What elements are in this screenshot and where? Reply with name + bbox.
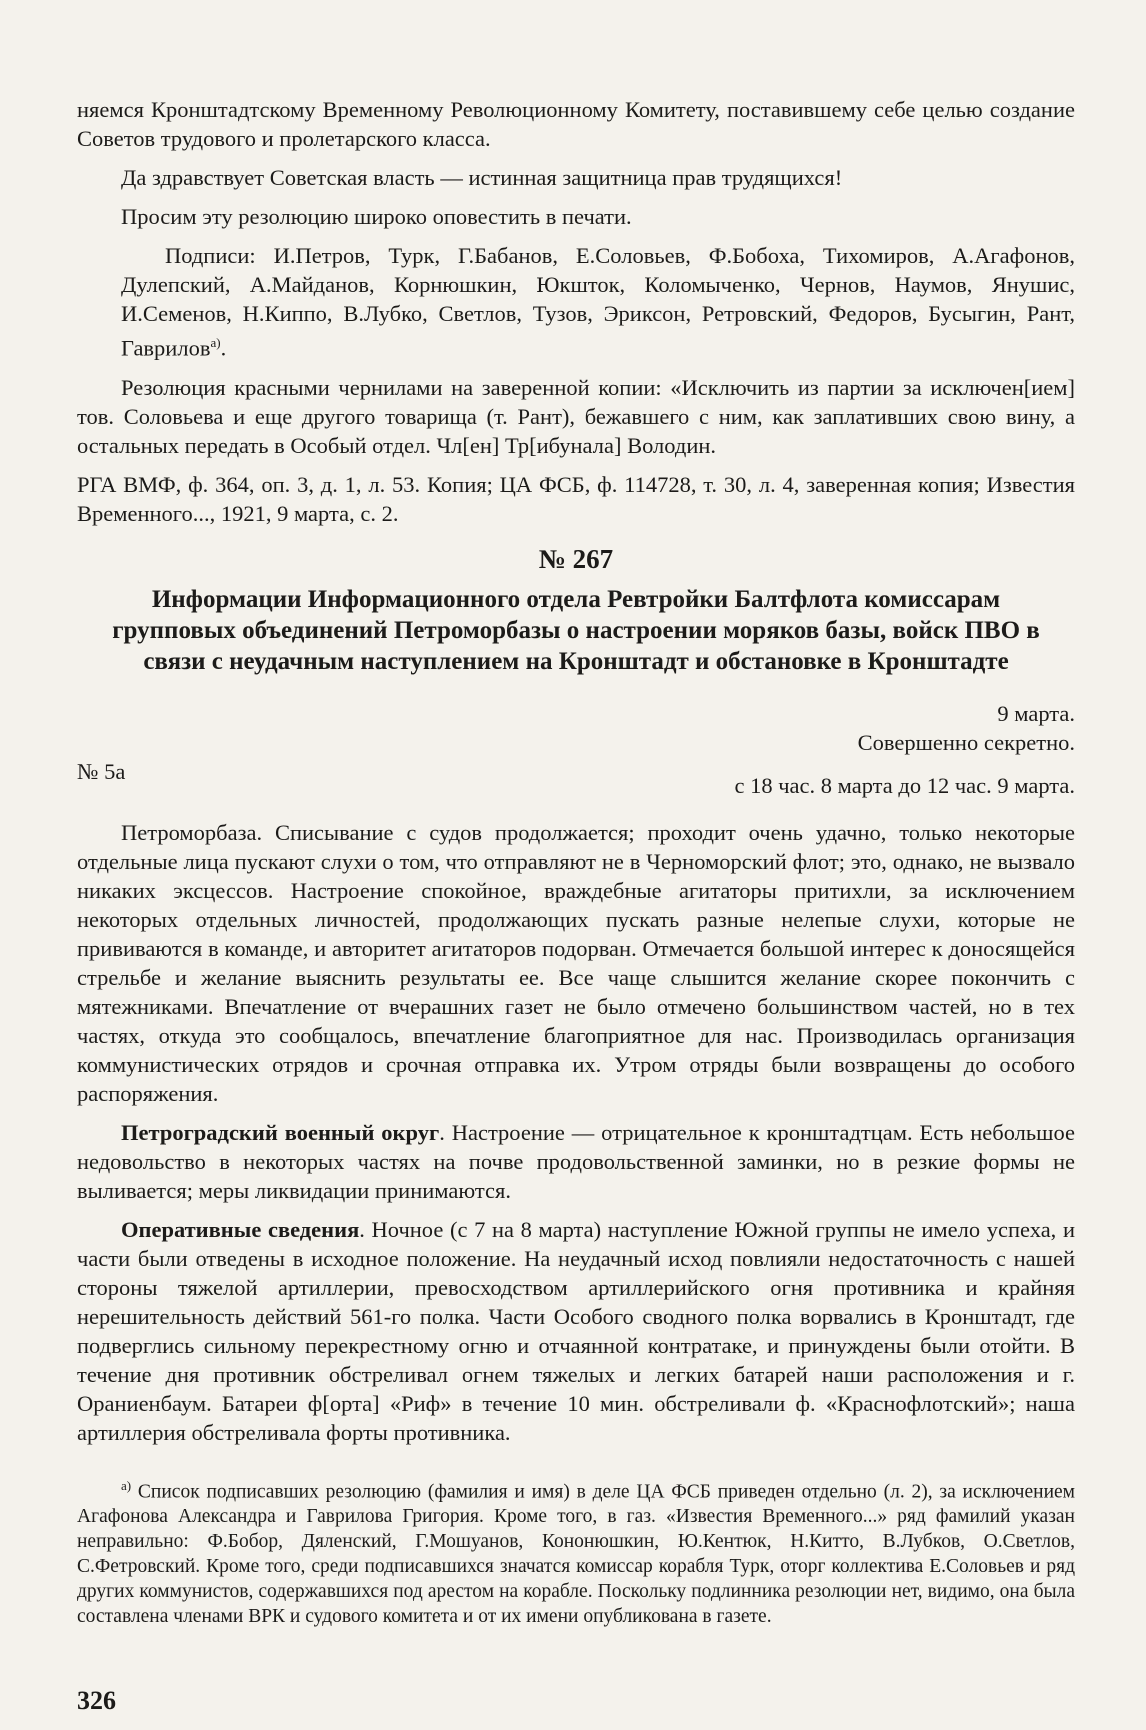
page-body	[77, 95, 1075, 1629]
paragraph: Петроморбаза. Списывание с судов продолжается; проходит очень удачно, только некоторые отдельные лица пускают слухи о том, что отправляют не в Черноморский флот; это, однако, не вызвало никаких эксцессов. Настроение спокойное, враждебные агитаторы притихли, за исключением некоторых отдельных личностей, продолжающих пускать разные нелепые слухи, которые не прививаются в команде, и авторитет агитаторов подорван. Отмечается большой интерес к доносящейся стрельбе и желание выяснить результаты ее. Все чаще слышится желание скорее покончить с мятежниками. Впечатление от вчерашних газет не было отмечено большинством частей, но в тех частях, откуда это сообщалось, впечатление благоприятное для нас. Производилась организация коммунистических отрядов и срочная отправка их. Утром отряды были возвращены до особого распоряжения.	[77, 819, 1075, 1106]
paragraph: няемся Кронштадтскому Временному Революционному Комитету, поставившему себе целью создание Советов трудового и пролетарского класса.	[77, 97, 1075, 151]
page-number: 326	[77, 1686, 116, 1715]
secrecy-label: Совершенно секретно.	[857, 729, 1075, 755]
document-title: Информации Информационного отдела Ревтройки Балтфлота комиссарам групповых объединений Петроморбазы о настроении моряков базы, войск ПВО в связи с неудачным наступлением на Кронштадт и обстановке в Кронштадте	[112, 585, 1040, 675]
archive-source: РГА ВМФ, ф. 364, оп. 3, д. 1, л. 53. Копия; ЦА ФСБ, ф. 114728, т. 30, л. 4, заверенная копия; Известия Временного..., 1921, 9 марта, с. 2.	[77, 471, 1075, 526]
paragraph: Оперативные сведения. Ночное (с 7 на 8 марта) наступление Южной группы не имело успеха, и части были отведены в исходное положение. На неудачный исход повлияли недостаточность с нашей стороны тяжелой артиллерии, превосходством артиллерийского огня противника и крайняя нерешительность действий 561-го полка. Части Особого сводного полка ворвались в Кронштадт, где подверглись сильному перекрестному огню и отчаянной контратаке, и принуждены были отойти. В течение дня противник обстреливал огнем тяжелых и легких батарей наши расположения и г. Ораниенбаум. Батареи ф[орта] «Риф» в течение 10 мин. обстреливали ф. «Краснофлотский»; наша артиллерия обстреливала форты противника.	[77, 1216, 1075, 1445]
paragraph: Просим эту резолюцию широко оповестить в печати.	[121, 204, 632, 229]
footnote-ref: а)	[210, 335, 221, 350]
footnote: $^{а)}$ Список подписавших резолюцию (фамилия и имя) в деле ЦА ФСБ приведен отдельно (л. 2), за исключением Агафонова Александра и Гаврилова Григория. Кроме того, в газ. «Известия Временного...» ряд фамилий указан неправильно: Ф.Бобор, Дяленский, Г.Мошуанов, Кононюшкин, Ю.Кентюк, Н.Китто, В.Лубков, О.Светлов, С.Фетровский. Кроме того, среди подписавшихся значатся комиссар корабля Турк, оторг коллектива Е.Соловьев и ряд других коммунистов, содержавшихся под арестом на корабле. Поскольку подлинника резолюции нет, видимо, она была составлена членами ВРК и судового комитета и от их имени опубликована в газете.	[77, 1477, 1075, 1627]
footnote-mark: а)	[121, 1477, 132, 1493]
document-number: № 267	[538, 543, 614, 574]
resolution-note: Резолюция красными чернилами на заверенной копии: «Исключить из партии за исключен[ием] тов. Соловьева и еще другого товарища (т. Рант), бежавшего с ним, как заплативших свою вину, а остальных передать в Особый отдел. Чл[ен] Тр[ибунала] Володин.	[77, 374, 1075, 458]
paragraph: Да здравствует Советская власть — истинная защитница прав трудящихся!	[121, 165, 843, 190]
report-period: с 18 час. 8 марта до 12 час. 9 марта.	[734, 772, 1075, 798]
document-date: 9 марта.	[997, 700, 1075, 726]
report-number: № 5а	[77, 758, 126, 784]
report-header-row	[77, 757, 1075, 800]
signatures: Подписи: И.Петров, Турк, Г.Бабанов, Е.Соловьев, Ф.Бобоха, Тихомиров, А.Агафонов, Дулепский, А.Майданов, Корнюшкин, Юкшток, Коломыченко, Чернов, Наумов, Янушис, И.Семенов, Н.Киппо, В.Лубко, Светлов, Тузов, Эриксон, Ретровский, Федоров, Бусыгин, Рант, Гаврилов$^{а)}$.	[121, 243, 1075, 361]
paragraph: Петроградский военный округ. Настроение — отрицательное к кронштадтцам. Есть небольшое недовольство в некоторых частях на почве продовольственной заминки, но в резкие формы не выливается; меры ликвидации принимаются.	[77, 1119, 1075, 1203]
